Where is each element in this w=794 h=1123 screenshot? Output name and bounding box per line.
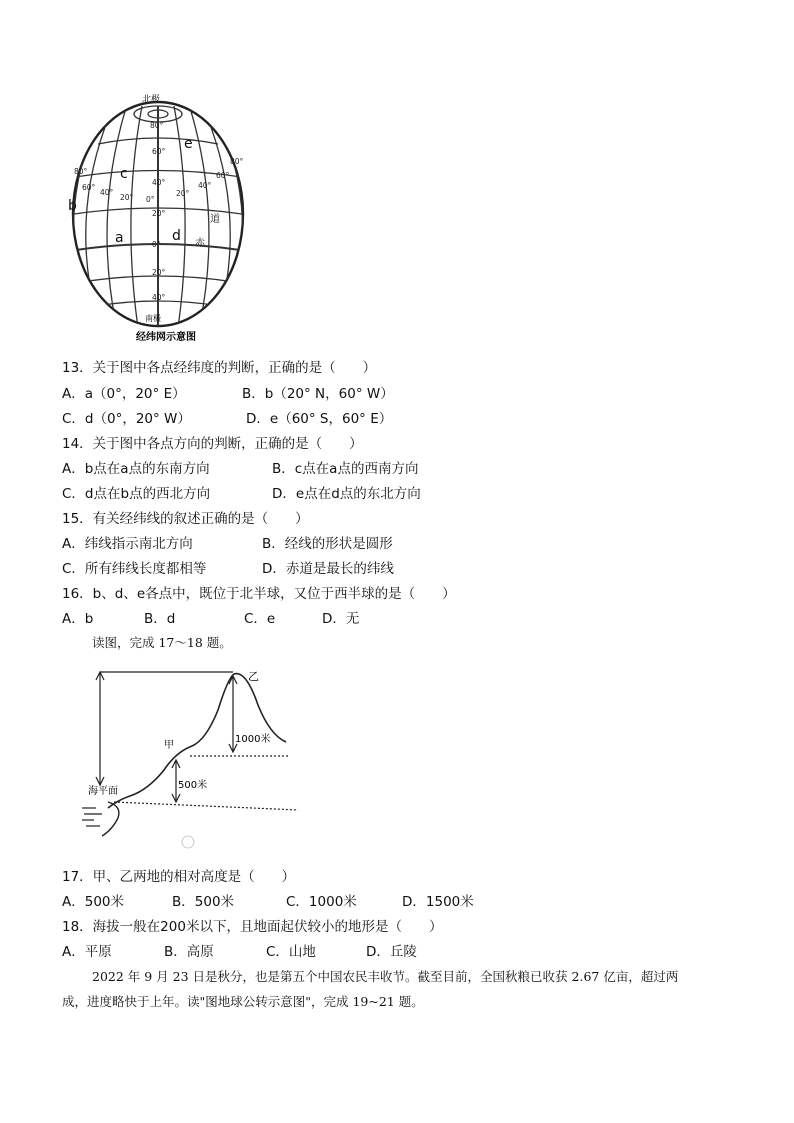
question-13-option-b[interactable]: B．b（20° N，60° W）	[242, 386, 394, 402]
figure-caption: 经纬网示意图	[136, 332, 196, 343]
lat-label: 60°	[152, 147, 166, 156]
question-15-option-b[interactable]: B．经线的形状是圆形	[262, 536, 393, 552]
label-yi: 乙	[248, 670, 259, 683]
question-13-option-c[interactable]: C．d（0°，20° W）	[62, 411, 191, 427]
question-17-stem: 17．甲、乙两地的相对高度是（ ）	[62, 869, 296, 885]
label-sea-level: 海平面	[88, 786, 118, 797]
lat-label: 80°	[150, 121, 164, 130]
label-jia: 甲	[164, 740, 174, 751]
question-13-stem: 13．关于图中各点经纬度的判断，正确的是（ ）	[62, 360, 377, 376]
question-16-option-b[interactable]: B．d	[144, 611, 176, 627]
terrain-diagram	[78, 660, 308, 860]
lat-label: 20°	[152, 209, 166, 218]
question-16-stem: 16．b、d、e各点中，既位于北半球，又位于西半球的是（ ）	[62, 586, 456, 602]
lon-label: 60°	[82, 183, 96, 192]
question-18-option-c[interactable]: C．山地	[266, 944, 316, 960]
intro-19-21-line2: 成，进度略快于上年。读"图地球公转示意图"，完成 19~21 题。	[62, 994, 424, 1009]
question-17-option-a[interactable]: A．500米	[62, 894, 125, 910]
question-15-stem: 15．有关经纬线的叙述正确的是（ ）	[62, 511, 309, 527]
question-16-option-c[interactable]: C．e	[244, 611, 276, 627]
question-15-option-d[interactable]: D．赤道是最长的纬线	[262, 561, 394, 577]
lat-label: 0°	[152, 240, 161, 249]
lat-label: 40°	[152, 293, 166, 302]
lat-label: 20°	[152, 268, 166, 277]
point-d: d	[172, 228, 181, 244]
lon-label: 80°	[230, 157, 244, 166]
question-18-stem: 18．海拔一般在200米以下，且地面起伏较小的地形是（ ）	[62, 919, 443, 935]
question-15-option-c[interactable]: C．所有纬线长度都相等	[62, 561, 207, 577]
point-c: c	[120, 166, 128, 182]
globe-diagram	[60, 92, 255, 344]
instruction-17-18: 读图，完成 17～18 题。	[92, 635, 232, 650]
globe-figure	[60, 92, 255, 344]
south-pole-label: 南极	[145, 314, 161, 323]
question-17-option-c[interactable]: C．1000米	[286, 894, 357, 910]
question-13-option-a[interactable]: A．a（0°，20° E）	[62, 386, 186, 402]
question-14-stem: 14．关于图中各点方向的判断，正确的是（ ）	[62, 436, 363, 452]
question-16-option-a[interactable]: A．b	[62, 611, 94, 627]
lon-label: 0°	[146, 195, 155, 204]
question-16-option-d[interactable]: D．无	[322, 611, 360, 627]
scan-mark	[182, 836, 194, 848]
question-14-option-d[interactable]: D．e点在d点的东北方向	[272, 486, 421, 502]
label-500m: 500米	[178, 780, 208, 791]
question-14-option-a[interactable]: A．b点在a点的东南方向	[62, 461, 210, 477]
intro-19-21-line1: 2022 年 9 月 23 日是秋分，也是第五个中国农民丰收节。截至目前，全国秋粮已收获 2.67 亿亩，超过两	[92, 969, 679, 984]
equator-label: 道	[210, 214, 220, 225]
question-17-option-b[interactable]: B．500米	[172, 894, 235, 910]
lon-label: 40°	[100, 188, 114, 197]
lon-label: 60°	[216, 171, 230, 180]
point-a: a	[115, 230, 124, 246]
question-17-option-d[interactable]: D．1500米	[402, 894, 474, 910]
terrain-figure	[78, 660, 308, 860]
label-1000m: 1000米	[235, 734, 271, 745]
sea-level-line	[114, 802, 298, 810]
point-e: e	[184, 136, 193, 152]
lon-label: 40°	[198, 181, 212, 190]
equator-label: 赤	[195, 238, 205, 249]
point-b: b	[68, 198, 77, 214]
question-14-option-b[interactable]: B．c点在a点的西南方向	[272, 461, 419, 477]
lat-label: 40°	[152, 178, 166, 187]
lon-label: 20°	[120, 193, 134, 202]
question-15-option-a[interactable]: A．纬线指示南北方向	[62, 536, 193, 552]
question-18-option-d[interactable]: D．丘陵	[366, 944, 417, 960]
north-pole-label: 北极	[142, 95, 161, 105]
question-18-option-a[interactable]: A．平原	[62, 944, 112, 960]
lon-label: 20°	[176, 189, 190, 198]
question-18-option-b[interactable]: B．高原	[164, 944, 214, 960]
lon-label: 80°	[74, 167, 88, 176]
question-14-option-c[interactable]: C．d点在b点的西北方向	[62, 486, 211, 502]
question-13-option-d[interactable]: D．e（60° S，60° E）	[246, 411, 393, 427]
